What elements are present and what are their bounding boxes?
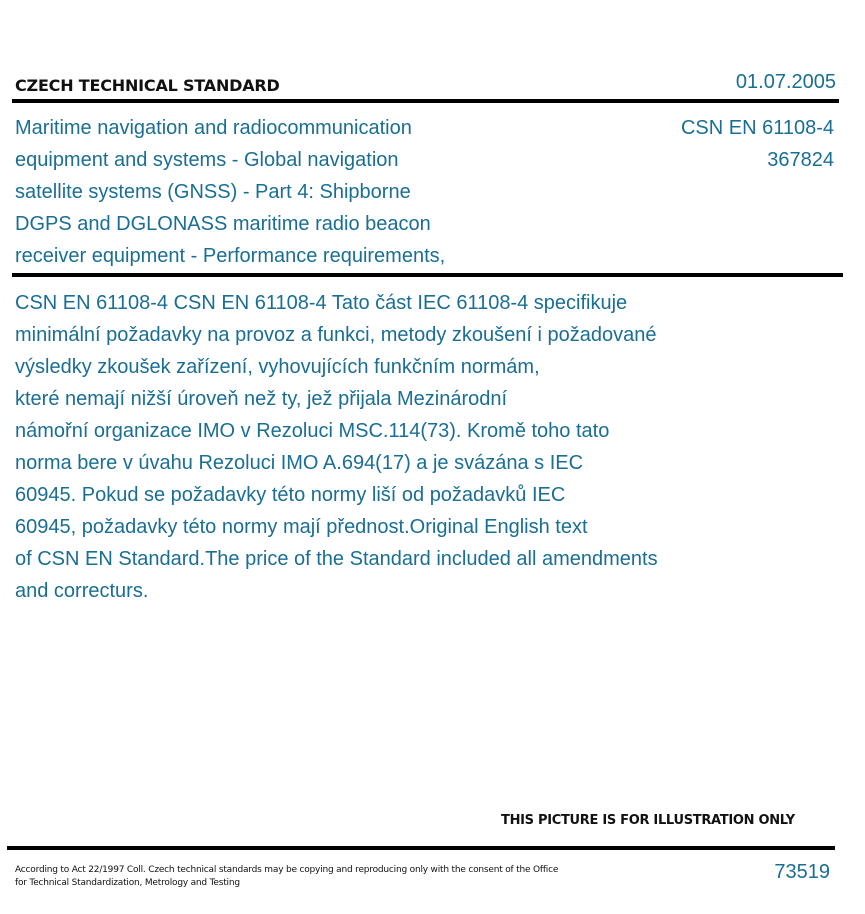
standard-title: Maritime navigation and radiocommunication equipment and systems - Global navigation satellite systems (GNSS) - Part 4: Shipborne DGPS and DGLONASS maritime radio beacon receiver equipment - Performance requirements, (15, 117, 446, 267)
document-number: 73519 (774, 861, 830, 883)
footer-divider (7, 846, 835, 850)
header-divider (12, 99, 839, 103)
title-divider (12, 273, 843, 277)
publication-date: 01.07.2005 (735, 71, 836, 93)
document-type-label: CZECH TECHNICAL STANDARD (15, 76, 280, 95)
illustration-disclaimer: THIS PICTURE IS FOR ILLUSTRATION ONLY (501, 813, 795, 828)
standard-identifier (681, 112, 834, 176)
standard-description: CSN EN 61108-4 CSN EN 61108-4 Tato část IEC 61108-4 specifikuje minimální požadavky na provoz a funkci, metody zkoušení i požadované výsledky zkoušek zařízení, vyhovujících funkčním normám, které nemají nižší úroveň než ty, jež přijala Mezinárodní námořní organizace IMO v Rezoluci MSC.114(73). Kromě toho tato norma bere v úvahu Rezoluci IMO A.694(17) a je svázána s IEC 60945. Pokud se požadavky této normy liší od požadavků IEC 60945, požadavky této normy mají přednost.Original English text of CSN EN Standard.The price of the Standard included all amendments and correcturs. (15, 292, 658, 602)
catalog-number: 367824 (767, 149, 834, 171)
legal-notice: According to Act 22/1997 Coll. Czech technical standards may be copying and reproducing only with the consent of the Office for Technical Standardization, Metrology and Testing (15, 865, 559, 888)
standard-code: CSN EN 61108-4 (680, 117, 834, 139)
